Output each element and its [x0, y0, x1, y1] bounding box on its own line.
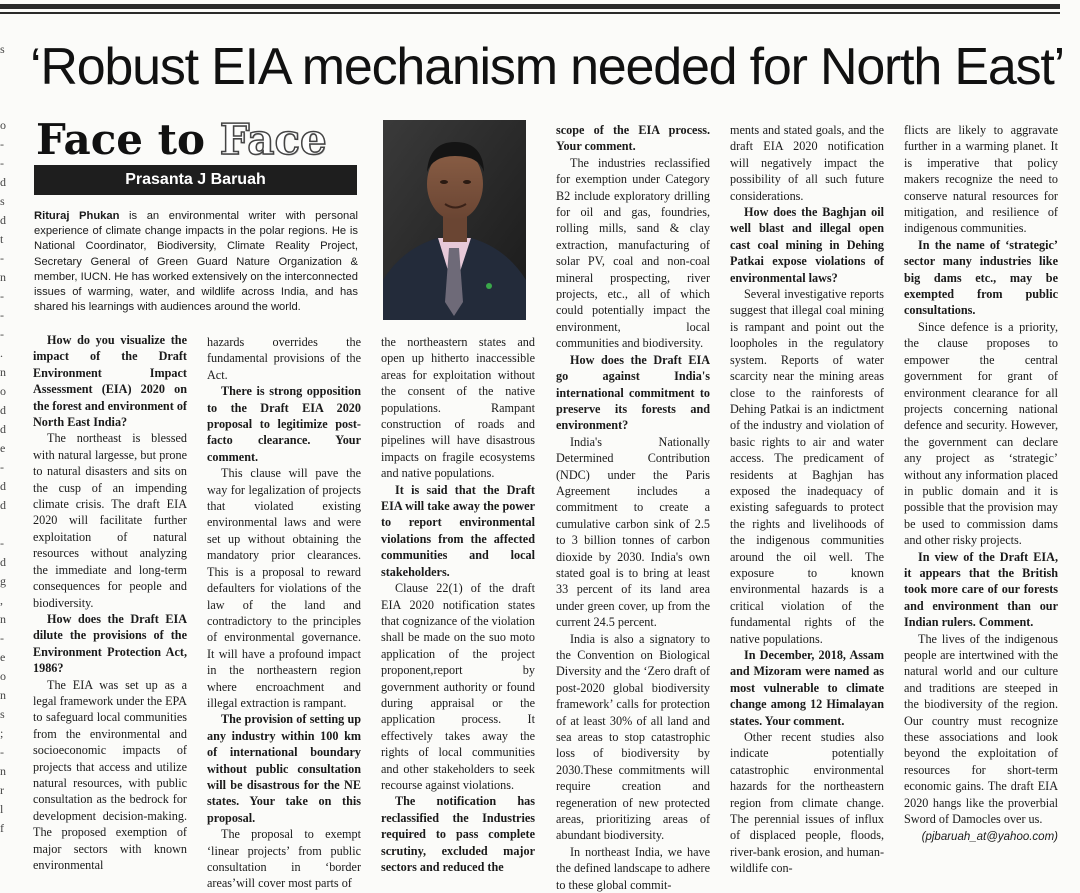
- article-column-3: [381, 334, 535, 875]
- question: There is strong opposition to the Draft EIA 2020 proposal to legitimize post-facto clearance. Your comment.: [207, 384, 361, 464]
- answer-continuation: flicts are likely to aggravate further in a warming planet. It is imperative that policy makers recognize the need to conserve natural resources for mitigation, and resilience of indigenous communities.: [904, 123, 1058, 236]
- answer-paragraph: This clause will pave the way for legalization of projects that violated existing environmental laws and were set up without obtaining the mandatory prior clearances. This is a proposal to reward defaulters for violations of the law of the land and contradictory to the principles of environmental governance. It will have a profound impact in the northeastern region where encroachment and illegal extraction is rampant.: [207, 466, 361, 710]
- section-title-word1: Face to: [36, 115, 206, 164]
- top-rule-thin: [0, 12, 1060, 14]
- answer-paragraph: The lives of the indigenous people are intertwined with the natural world and our culture and traditions are steeped in the biodiversity of the region. Our country must recognize these associations and look beyond the exploitation of resources for short-term economic gains. The draft EIA 2020 hangs like the proverbial Sword of Damocles over us.: [904, 631, 1058, 827]
- portrait-photo: [383, 120, 526, 320]
- section-title: [36, 116, 327, 164]
- answer-paragraph: The industries reclassified for exemption under Category B2 include exploratory drilling for oil and gas, foundries, rolling mills, sand & clay extraction, manufacturing of solar PV, coal and non-coal mineral prospecting, river projects, etc., all of which could potentially impact the environment, local communities and biodiversity.: [556, 155, 710, 351]
- answer-paragraph: The EIA was set up as a legal framework under the EPA to safeguard local communities from the environmental and socioeconomic impacts of projects that access and utilize natural resources, with public consultation as the bedrock for development decision-making. The proposed exemption of major sectors with known environmental: [33, 677, 187, 872]
- answer-paragraph: Several investigative reports suggest that illegal coal mining is rampant and point out the loopholes in the regulatory system. Reports of water scarcity near the mining areas close to the rainforests of Dehing Patkai is an indictment of the industry and violation of basic rights to air and water access. The predicament of residents at Baghjan has exposed the inadequacy of existing safeguards to protect the rights and livelihoods of the indigenous communities around the oil well. The exposure to known environmental hazards is a critical violation of the fundamental rights of the native populations.: [730, 287, 884, 646]
- article-column-2: [207, 334, 361, 892]
- question: In the name of ‘strategic’ sector many industries like big dams etc., may be exempted from public consultations.: [904, 237, 1058, 318]
- question: How does the Baghjan oil well blast and illegal open cast coal mining in Dehing Patkai expose violations of environmental laws?: [730, 205, 884, 285]
- author-email: (pjbaruah_at@yahoo.com): [921, 831, 1058, 844]
- question: How does the Draft EIA dilute the provisions of the Environment Protection Act, 1986?: [33, 611, 187, 676]
- bio-name: Rituraj Phukan: [34, 210, 120, 222]
- question: In view of the Draft EIA, it appears that the British took more care of our forests and environment than our Indian rulers. Comment.: [904, 549, 1058, 630]
- question: It is said that the Draft EIA will take away the power to report environmental violations from the affected communities and local stakeholders.: [381, 482, 535, 579]
- answer-continuation: the northeastern states and open up hitherto inaccessible areas for exploitation without the consent of the native populations. Rampant construction of roads and pipelines will have disastrous impacts on fragile ecosystems and native populations.: [381, 335, 535, 481]
- answer-paragraph: In northeast India, we have the defined landscape to adhere to these global commit-: [556, 844, 710, 892]
- answer-continuation: hazards overrides the fundamental provisions of the Act.: [207, 335, 361, 382]
- answer-paragraph: Clause 22(1) of the draft EIA 2020 notification states that cognizance of the violation shall be made on the suo moto application of the project proponent,report by government authority or found during appraisal or the application process. It effectively takes away the rights of local communities and other stakeholders to seek recourse against violations.: [381, 581, 535, 792]
- adjacent-column-edge: s o - - d s d t - n - - - . n o d d e - d d - d g , n - e o n s ; - n r l f: [0, 42, 6, 835]
- question: In December, 2018, Assam and Mizoram were named as most vulnerable to climate change among 12 Himalayan states. Your comment.: [730, 648, 884, 728]
- headline: ‘Robust EIA mechanism needed for North East’: [30, 38, 1064, 96]
- question: How do you visualize the impact of the Draft Environment Impact Assessment (EIA) 2020 on the forest and environment of North East India?: [33, 333, 187, 430]
- author-bio: [34, 209, 358, 315]
- question: How does the Draft EIA go against India's international commitment to preserve its forests and environment?: [556, 352, 710, 433]
- question: The provision of setting up any industry within 100 km of international boundary without public consultation will be disastrous for the NE states. Your take on this proposal.: [207, 712, 361, 825]
- article-column-5: [730, 122, 884, 877]
- byline: Prasanta J Baruah: [34, 165, 357, 195]
- answer-paragraph: The northeast is blessed with natural largesse, but prone to natural disasters and sits on the cusp of an impending climate crisis. The draft EIA 2020 will facilitate further exploitation of natural resources without analyzing the immediate and long-term consequences for people and biodiversity.: [33, 431, 187, 610]
- question-continuation: scope of the EIA process. Your comment.: [556, 123, 710, 154]
- question: The notification has reclassified the Industries required to pass complete scrutiny, excluded major sectors and reduced the: [381, 794, 535, 874]
- answer-paragraph: India is also a signatory to the Convention on Biological Diversity and the ‘Zero draft of post-2020 global biodiversity framework’ calls for protection of at least 30% of all land and sea areas to stop catastrophic loss of biodiversity by 2030.These commitments will require creation and regeneration of new protected areas, prioritizing areas of abundant biodiversity.: [556, 631, 710, 843]
- article-column-4: [556, 122, 710, 893]
- answer-paragraph: Since defence is a priority, the clause proposes to empower the central government for grant of environment clearance for all projects concerning national defence and security. However, the government can declare any project as ‘strategic’ without any information placed in public domain and it is possible that the provision may be used to commission dams and other risky projects.: [904, 319, 1058, 548]
- section-title-word2: Face: [219, 115, 327, 164]
- answer-paragraph: India's Nationally Determined Contribution (NDC) under the Paris Agreement includes a commitment to create a cumulative carbon sink of 2.5 to 3 billion tonnes of carbon dioxide by 2030. India's own stated goal is to bring at least 33 percent of its land area under green cover, up from the current 24.5 percent.: [556, 434, 710, 630]
- article-column-6: [904, 122, 1058, 846]
- answer-paragraph: The proposal to exempt ‘linear projects’ from public consultation in ‘border areas’will cover most parts of: [207, 827, 361, 891]
- answer-continuation: ments and stated goals, and the draft EIA 2020 notification will negatively impact the possibility of all such future considerations.: [730, 123, 884, 203]
- article-column-1: [33, 332, 187, 873]
- answer-paragraph: Other recent studies also indicate potentially catastrophic environmental hazards for the northeastern region from climate change. The perennial issues of influx of displaced people, floods, river-bank erosion, and human-wildlife con-: [730, 730, 884, 876]
- bio-text: is an environmental writer with personal experience of climate change impacts in the polar regions. He is National Coordinator, Biodiversity, Climate Reality Project, Secretary General of Green Guard Nature Organization & member, IUCN. He has worked extensively on the interconnected issues of warming, water, and wildlife across India, and has shared his learnings with audiences around the world.: [34, 210, 358, 314]
- top-rule-thick: [0, 4, 1060, 9]
